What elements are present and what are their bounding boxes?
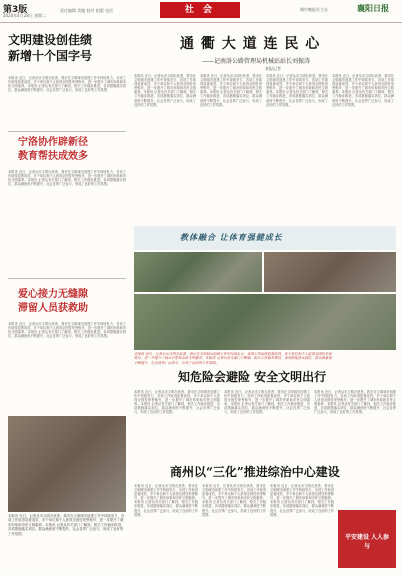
shangzhou-article-title: 商州以“三化”推进综治中心建设	[170, 465, 340, 479]
photo-caption: 本报讯 近日，记者从市文明办获悉，我市在文明城市创建工作中持续发力，各项工作取得显著成效，多个单位和个人获得全国性荣誉称号，进一步提升了城市形象和市民文明素养。本报讯 记者从有关部门了解到，相关工作稳步推进，各项措施落实到位，群众满意度不断提升，社会各界广泛参与，形成了良好的工作氛围。	[134, 352, 332, 365]
main-body-col2: 本报讯 近日，记者从市文明办获悉，我市在文明城市创建工作中持续发力，各项工作取得显著成效，多个单位和个人获得全国性荣誉称号，进一步提升了城市形象和市民文明素养。本报讯 记者从有关部门了解到，相关工作稳步推进，各项措施落实到位，群众满意度不断提升，社会各界广泛参与，形成了良好的工作氛围。	[200, 74, 262, 107]
main-body-col4: 本报讯 近日，记者从市文明办获悉，我市在文明城市创建工作中持续发力，各项工作取得显著成效，多个单位和个人获得全国性荣誉称号，进一步提升了城市形象和市民文明素养。本报讯 记者从有关部门了解到，相关工作稳步推进，各项措施落实到位，群众满意度不断提升，社会各界广泛参与，形成了良好的工作氛围。	[332, 74, 394, 107]
main-article-title: 通 衢 大 道 连 民 心	[180, 36, 321, 52]
article1-body: 本报讯 近日，记者从市文明办获悉，我市在文明城市创建工作中持续发力，各项工作取得显著成效，多个单位和个人获得全国性荣誉称号，进一步提升了城市形象和市民文明素养。本报讯 记者从有关部门了解到，相关工作稳步推进，各项措施落实到位，群众满意度不断提升，社会各界广泛参与，形成了良好的工作氛围。	[8, 76, 126, 93]
article2-title-line1: 宁洛协作辟新径	[18, 137, 88, 148]
article1-title-line1: 文明建设创佳绩	[8, 33, 93, 47]
column-divider	[8, 278, 126, 279]
safety-body-col1: 本报讯 近日，记者从市文明办获悉，我市在文明城市创建工作中持续发力，各项工作取得显著成效，多个单位和个人获得全国性荣誉称号，进一步提升了城市形象和市民文明素养。本报讯 记者从有关部门了解到，相关工作稳步推进，各项措施落实到位，群众满意度不断提升，社会各界广泛参与，形成了良好的工作氛围。	[134, 390, 220, 415]
article3-title-line1: 爱心接力无缝隙	[18, 289, 88, 300]
article2-body: 本报讯 近日，记者从市文明办获悉，我市在文明城市创建工作中持续发力，各项工作取得显著成效，多个单位和个人获得全国性荣誉称号，进一步提升了城市形象和市民文明素养。本报讯 记者从有关部门了解到，相关工作稳步推进，各项措施落实到位，群众满意度不断提升，社会各界广泛参与，形成了良好的工作氛围。	[8, 170, 126, 187]
shangzhou-body-col1: 本报讯 近日，记者从市文明办获悉，我市在文明城市创建工作中持续发力，各项工作取得显著成效，多个单位和个人获得全国性荣誉称号，进一步提升了城市形象和市民文明素养。本报讯 记者从有关部门了解到，相关工作稳步推进，各项措施落实到位，群众满意度不断提升，社会各界广泛参与，形成了良好的工作氛围。	[134, 484, 198, 517]
photo-community	[8, 416, 126, 512]
safety-article-title: 知危险会避险 安全文明出行	[178, 370, 327, 384]
page-number: 第3版	[3, 5, 28, 15]
article2-title-line2: 教育帮扶成效多	[18, 151, 88, 162]
column-divider	[8, 131, 126, 132]
safety-body-col3: 本报讯 近日，记者从市文明办获悉，我市在文明城市创建工作中持续发力，各项工作取得显著成效，多个单位和个人获得全国性荣誉称号，进一步提升了城市形象和市民文明素养。本报讯 记者从有关部门了解到，相关工作稳步推进，各项措施落实到位，群众满意度不断提升，社会各界广泛参与，形成了良好的工作氛围。	[314, 390, 396, 415]
photo-school	[264, 252, 396, 292]
shangzhou-body-col3: 本报讯 近日，记者从市文明办获悉，我市在文明城市创建工作中持续发力，各项工作取得显著成效，多个单位和个人获得全国性荣誉称号，进一步提升了城市形象和市民文明素养。本报讯 记者从有关部门了解到，相关工作稳步推进，各项措施落实到位，群众满意度不断提升，社会各界广泛参与，形成了良好的工作氛围。	[270, 484, 334, 517]
shangzhou-body-col2: 本报讯 近日，记者从市文明办获悉，我市在文明城市创建工作中持续发力，各项工作取得显著成效，多个单位和个人获得全国性荣誉称号，进一步提升了城市形象和市民文明素养。本报讯 记者从有关部门了解到，相关工作稳步推进，各项措施落实到位，群众满意度不断提升，社会各界广泛参与，形成了良好的工作氛围。	[202, 484, 266, 517]
masthead-logo: 襄阳日报	[357, 3, 389, 13]
banner-slogan: 教体融合 让体育强健成长	[180, 232, 283, 242]
main-article-byline: 本报记者	[265, 66, 281, 71]
ad-text: 平安建设 人人参与	[344, 534, 390, 550]
date-line: 2020年4月28日 星期二	[3, 13, 47, 18]
photo-sports	[134, 252, 262, 292]
main-body-col3: 本报讯 近日，记者从市文明办获悉，我市在文明城市创建工作中持续发力，各项工作取得显著成效，多个单位和个人获得全国性荣誉称号，进一步提升了城市形象和市民文明素养。本报讯 记者从有关部门了解到，相关工作稳步推进，各项措施落实到位，群众满意度不断提升，社会各界广泛参与，形成了良好的工作氛围。	[266, 74, 328, 107]
editor-line: 责任编辑 美编 校对 组版 电话	[60, 8, 114, 13]
article3-title-line2: 滞留人员获救助	[18, 303, 88, 314]
safety-body-col2: 本报讯 近日，记者从市文明办获悉，我市在文明城市创建工作中持续发力，各项工作取得显著成效，多个单位和个人获得全国性荣誉称号，进一步提升了城市形象和市民文明素养。本报讯 记者从有关部门了解到，相关工作稳步推进，各项措施落实到位，群众满意度不断提升，社会各界广泛参与，形成了良好的工作氛围。	[224, 390, 310, 415]
publisher-line: 城市晚报社主办	[300, 7, 328, 12]
article1-title-line2: 新增十个国字号	[8, 49, 93, 63]
community-caption: 本报讯 近日，记者从市文明办获悉，我市在文明城市创建工作中持续发力，各项工作取得显著成效，多个单位和个人获得全国性荣誉称号，进一步提升了城市形象和市民文明素养。本报讯 记者从有关部门了解到，相关工作稳步推进，各项措施落实到位，群众满意度不断提升，社会各界广泛参与，形成了良好的工作氛围。	[8, 514, 125, 536]
main-body-col1: 本报讯 近日，记者从市文明办获悉，我市在文明城市创建工作中持续发力，各项工作取得显著成效，多个单位和个人获得全国性荣誉称号，进一步提升了城市形象和市民文明素养。本报讯 记者从有关部门了解到，相关工作稳步推进，各项措施落实到位，群众满意度不断提升，社会各界广泛参与，形成了良好的工作氛围。	[134, 74, 196, 107]
section-label: 社 会	[160, 2, 240, 18]
article3-body: 本报讯 近日，记者从市文明办获悉，我市在文明城市创建工作中持续发力，各项工作取得显著成效，多个单位和个人获得全国性荣誉称号，进一步提升了城市形象和市民文明素养。本报讯 记者从有关部门了解到，相关工作稳步推进，各项措施落实到位，群众满意度不断提升，社会各界广泛参与，形成了良好的工作氛围。	[8, 322, 126, 339]
photo-playground	[134, 294, 396, 350]
main-article-subtitle: ——记南洛公路管理局机械站站长刘振涛	[202, 58, 311, 65]
